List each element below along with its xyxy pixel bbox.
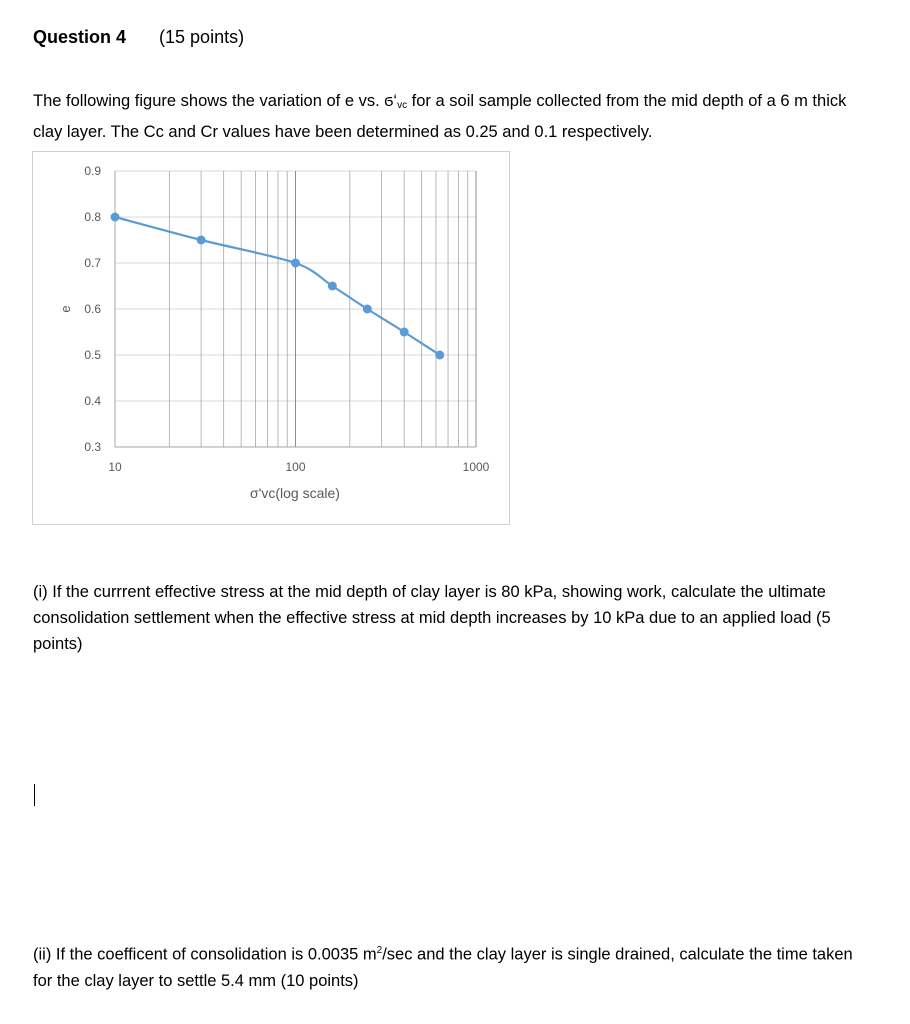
part-ii-text-end: /sec and the clay layer is single drained, calculate the time taken for the clay layer to settle 5.4 mm (10 points)	[33, 945, 853, 990]
stress-symbol-subscript: vc	[397, 100, 408, 111]
question-number: Question 4	[33, 27, 127, 47]
data-point	[292, 259, 300, 267]
part-ii-text-start: (ii) If the coefficent of consolidation is 0.0035 m	[33, 945, 377, 964]
intro-text-start: The following figure shows the variation of e vs.	[33, 92, 385, 110]
e-vs-stress-chart	[33, 152, 509, 524]
part-i-question: (i) If the currrent effective stress at the mid depth of clay layer is 80 kPa, showing work, calculate the ultimate consolidation settlement when the effective stress at mid depth increases by 10 kPa due to an applied load (5 points)	[33, 583, 831, 653]
question-points: (15 points)	[159, 27, 245, 47]
series-line	[115, 217, 440, 355]
chart-grid	[115, 171, 476, 447]
unit-superscript: 2	[376, 945, 383, 956]
data-point	[328, 282, 336, 290]
intro-paragraph	[33, 88, 863, 145]
data-point	[197, 236, 205, 244]
y-tick-label: 0.9	[84, 164, 101, 178]
y-tick-label: 0.3	[84, 440, 101, 454]
y-tick-label: 0.7	[84, 256, 101, 270]
data-point	[436, 351, 444, 359]
y-tick-label: 0.6	[84, 302, 101, 316]
data-point	[400, 328, 408, 336]
stress-symbol: ϭ‘	[384, 92, 398, 110]
part-ii-question	[33, 938, 853, 994]
data-point	[363, 305, 371, 313]
y-tick-label: 0.4	[84, 394, 101, 408]
text-cursor[interactable]	[34, 784, 35, 806]
intro-text-end: for a soil sample collected from the mid depth of a 6 m thick clay layer. The Cc and Cr values have been determined as 0.25 and 0.1 respectively.	[33, 92, 847, 141]
x-tick-label: 100	[285, 460, 306, 474]
x-axis-title: σ'vc(log scale)	[250, 485, 340, 501]
x-tick-label: 1000	[462, 460, 490, 474]
y-axis-title: e	[58, 305, 73, 313]
x-tick-label: 10	[108, 460, 122, 474]
y-tick-label: 0.5	[84, 348, 101, 362]
y-tick-label: 0.8	[84, 210, 101, 224]
data-point	[111, 213, 119, 221]
question-header	[33, 26, 244, 48]
chart-series	[111, 213, 444, 359]
chart-frame	[32, 151, 510, 525]
